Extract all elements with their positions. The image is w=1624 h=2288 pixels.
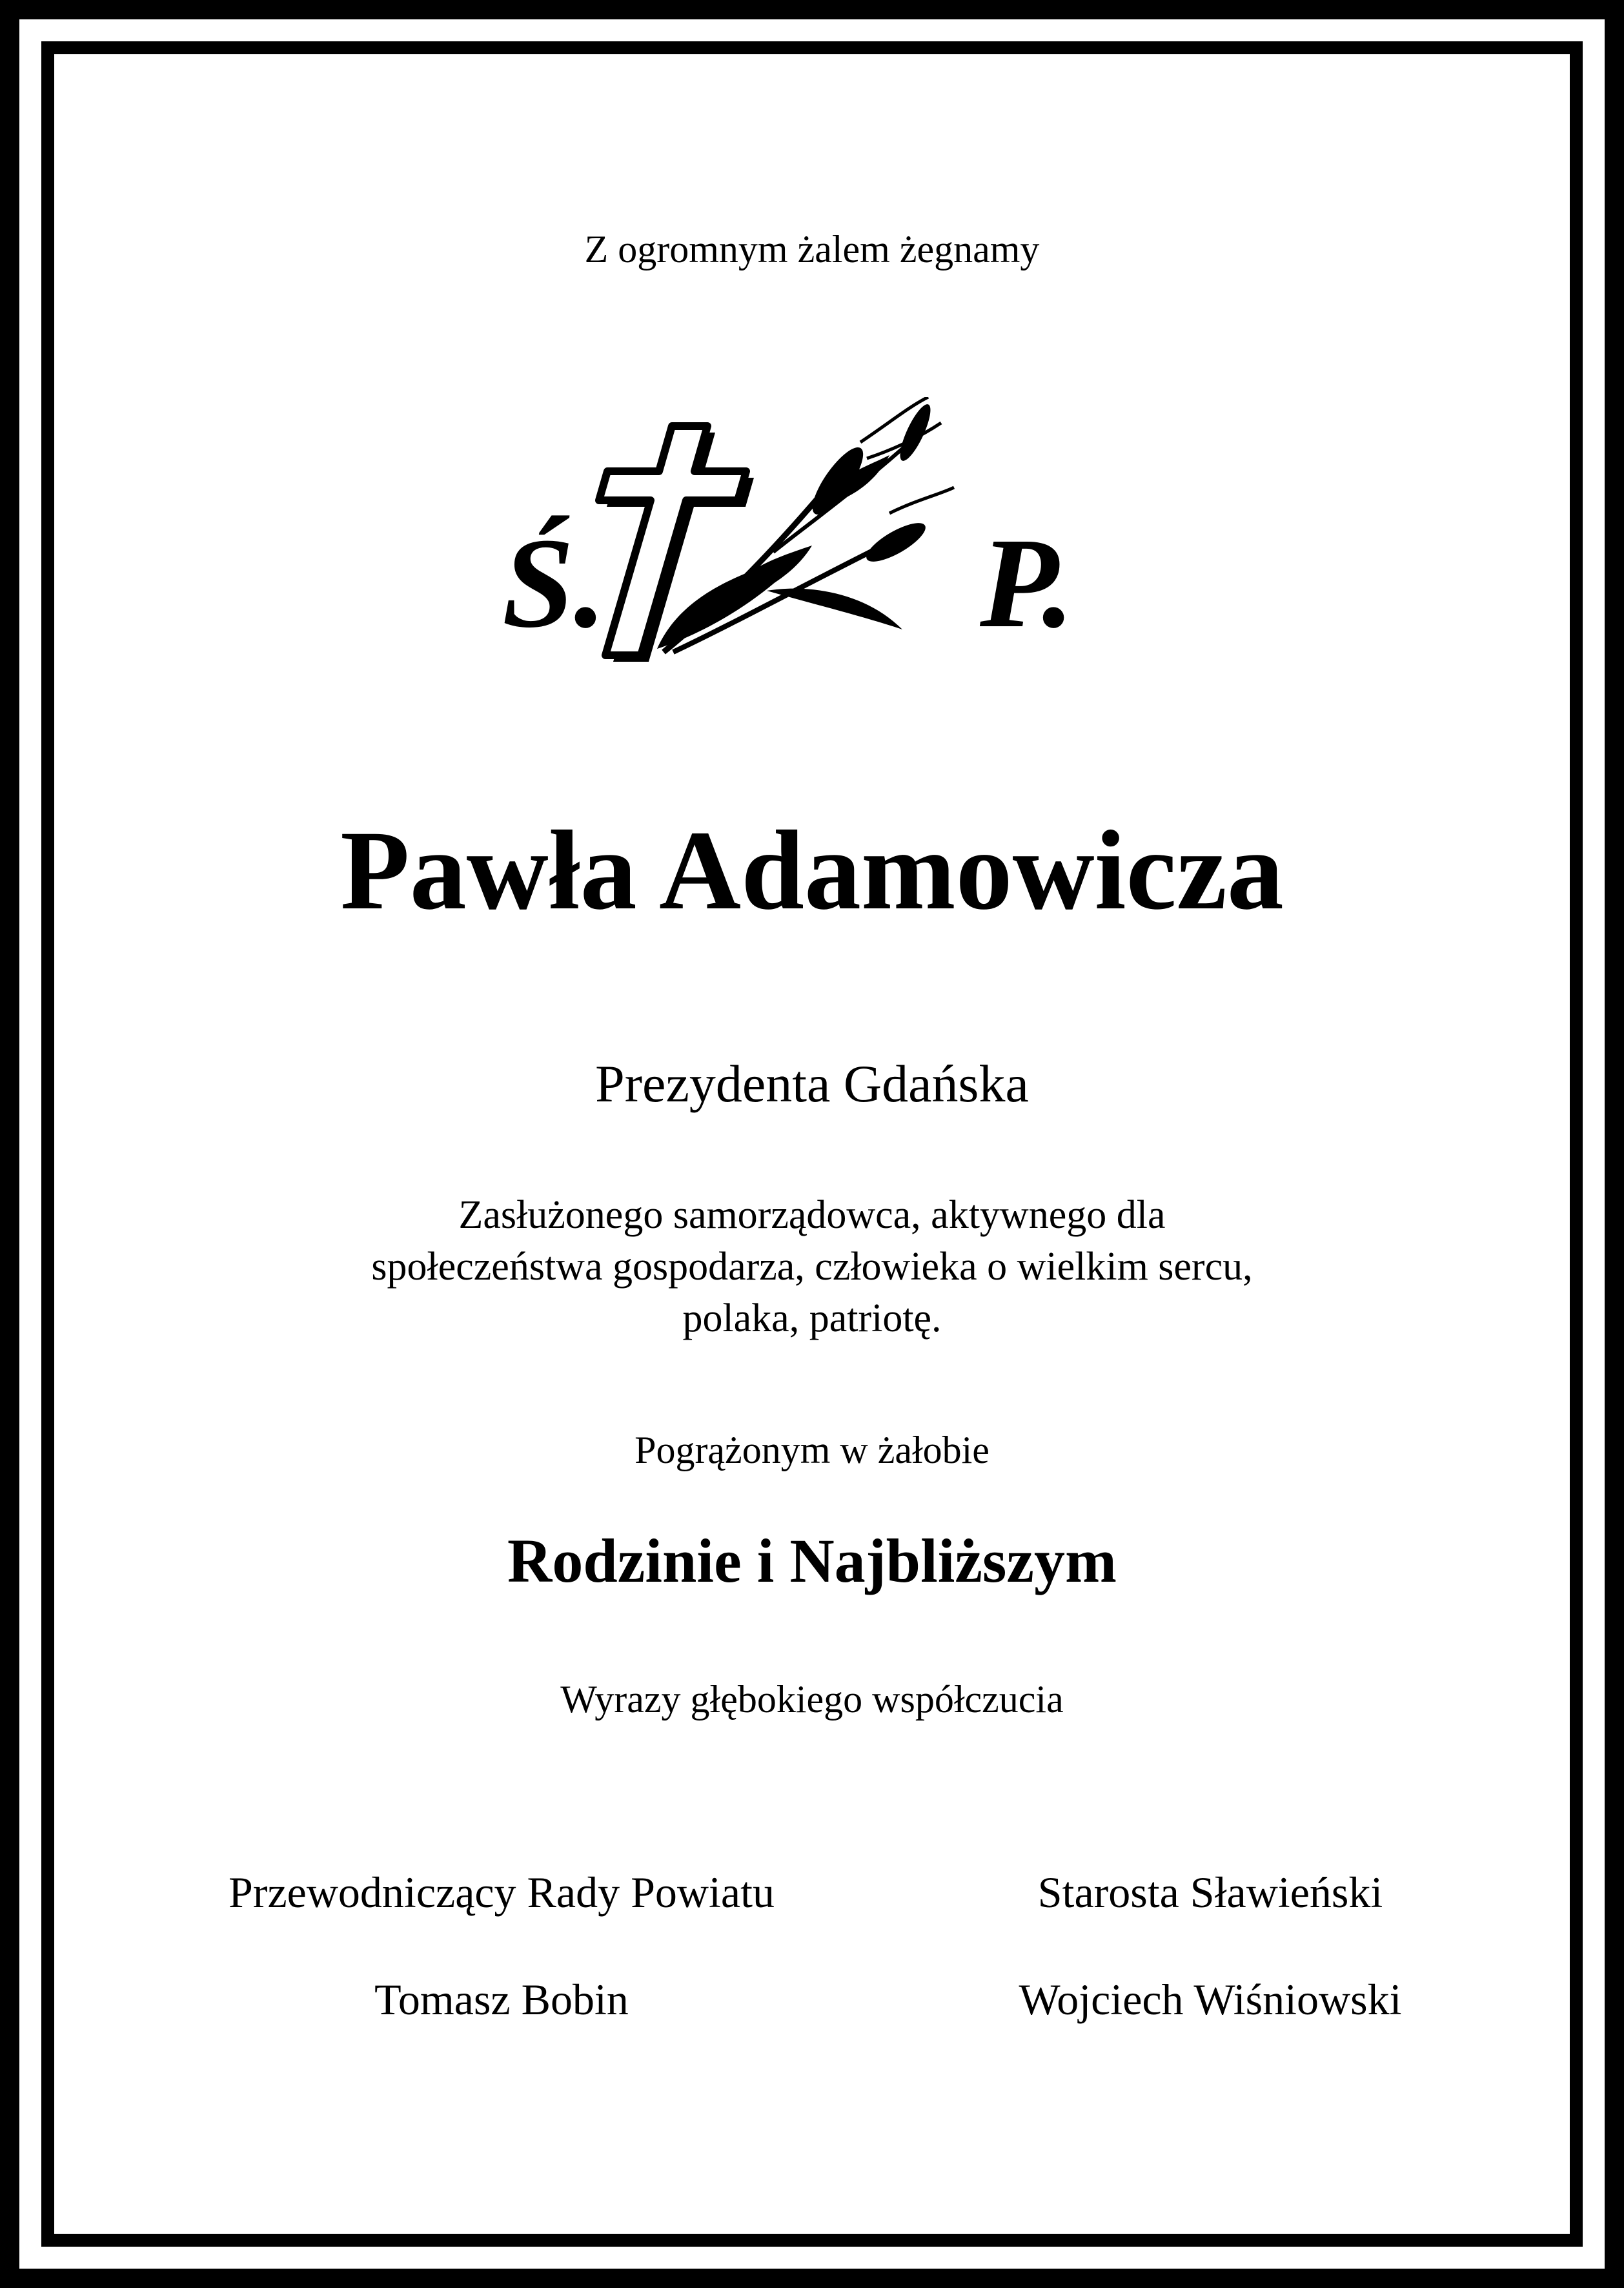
cross-with-wheat-icon [599,397,954,662]
signatory-position: Starosta Sławieński [1037,1868,1383,1917]
emblem-letter-p: P. [980,512,1075,655]
description-line: społeczeństwa gospodarza, człowieka o wielkim sercu, [371,1245,1253,1289]
signatory-position: Przewodniczący Rady Powiatu [228,1868,775,1917]
emblem-letter-s: Ś. [502,512,607,655]
emblem [502,397,1109,662]
mourning-text: Pogrążonym w żałobie [634,1429,990,1471]
family-heading: Rodzinie i Najbliższym [507,1526,1117,1595]
signatory-name: Tomasz Bobin [374,1975,629,2024]
intro-text: Z ogromnym żalem żegnamy [584,228,1040,271]
signatory-name: Wojciech Wiśniowski [1019,1975,1402,2024]
deceased-title: Prezydenta Gdańska [595,1054,1029,1113]
condolences-text: Wyrazy głębokiego współczucia [560,1678,1064,1721]
description-line: Zasłużonego samorządowca, aktywnego dla [458,1193,1166,1237]
deceased-name: Pawła Adamowicza [340,808,1284,934]
description-line: polaka, patriotę. [682,1296,942,1340]
description [0,1189,1624,1344]
